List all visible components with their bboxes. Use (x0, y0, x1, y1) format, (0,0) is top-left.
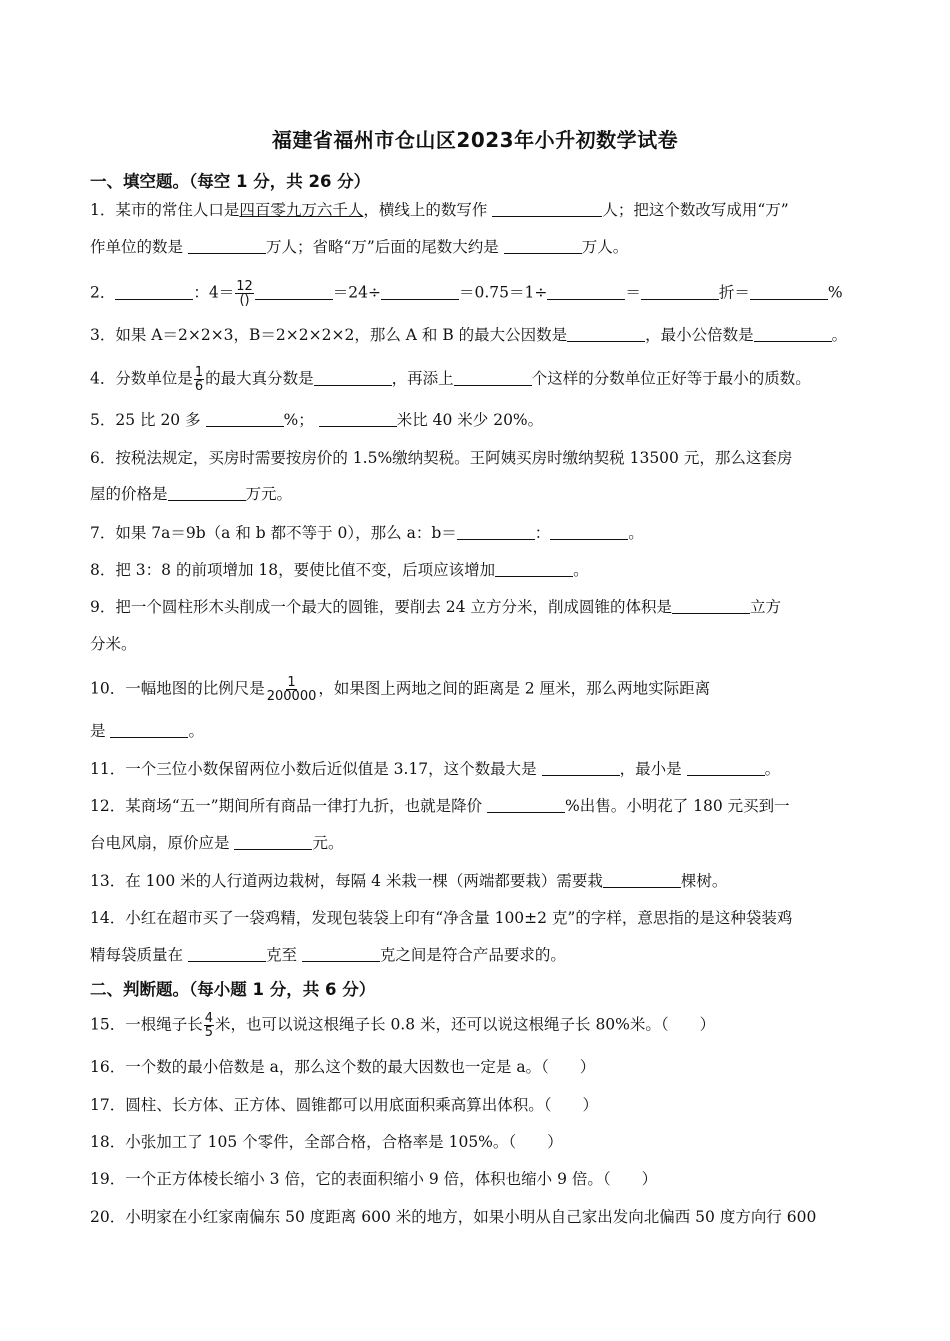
question-1-cont: 作单位的数是 万人；省略“万”后面的尾数大约是 万人。 (90, 238, 629, 256)
answer-blank[interactable] (504, 238, 582, 254)
fraction: $\frac{1}{200000}$ (266, 675, 317, 704)
answer-blank[interactable] (550, 524, 628, 540)
question-11: 11．一个三位小数保留两位小数后近似值是 3.17，这个数最大是 ，最小是 。 (90, 760, 781, 778)
question-12-cont: 台电风扇，原价应是 元。 (90, 834, 344, 852)
question-9: 9．把一个圆柱形木头削成一个最大的圆锥，要削去 24 立方分米，削成圆锥的体积是 立方 (90, 598, 781, 616)
answer-blank[interactable] (672, 598, 750, 614)
question-16: 16．一个数的最小倍数是 a，那么这个数的最大因数也一定是 a。（ ） (90, 1058, 596, 1076)
answer-blank[interactable] (319, 411, 397, 427)
question-10: 10．一幅地图的比例尺是 $\frac{1}{200000}$ ，如果图上两地之间的距离是 2 厘米，那么两地实际距离 (90, 675, 711, 704)
question-20: 20．小明家在小红家南偏东 50 度距离 600 米的地方，如果小明从自己家出发向北偏西 50 度方向行 600 (90, 1208, 817, 1226)
fraction: $\frac{4}{5}$ (204, 1011, 214, 1040)
underlined-text: 四百零九万六千人 (239, 201, 364, 219)
answer-blank[interactable] (487, 797, 565, 813)
answer-blank[interactable] (603, 872, 681, 888)
question-2: 2． ：4＝ $\frac{12}{()}$ ＝24÷ ＝0.75＝1÷ ＝ 折＝ % (90, 279, 843, 308)
question-9-cont: 分米。 (90, 635, 137, 653)
answer-blank[interactable] (234, 834, 312, 850)
question-6: 6．按税法规定，买房时需要按房价的 1.5%缴纳契税。王阿姨买房时缴纳契税 13500 元，那么这套房 (90, 449, 793, 467)
answer-blank[interactable] (457, 524, 535, 540)
question-15: 15．一根绳子长 $\frac{4}{5}$ 米，也可以说这根绳子长 0.8 米，还可以说这根绳子长 80%米。（ ） (90, 1011, 716, 1040)
question-6-cont: 屋的价格是 万元。 (90, 485, 293, 503)
answer-blank[interactable] (168, 485, 246, 501)
question-12: 12．某商场“五一”期间所有商品一律打九折，也就是降价 %出售。小明花了 180 元买到一 (90, 797, 790, 815)
question-8: 8．把 3：8 的前项增加 18，要使比值不变，后项应该增加 。 (90, 561, 589, 579)
answer-blank[interactable] (754, 326, 832, 342)
answer-blank[interactable] (495, 561, 573, 577)
section-heading-fill-blank: 一、填空题。（每空 1 分，共 26 分） (90, 172, 371, 191)
question-19: 19．一个正方体棱长缩小 3 倍，它的表面积缩小 9 倍，体积也缩小 9 倍。（ ） (90, 1170, 658, 1188)
fraction: $\frac{1}{6}$ (194, 365, 204, 394)
answer-blank[interactable] (687, 760, 765, 776)
answer-blank[interactable] (255, 284, 333, 300)
answer-blank[interactable] (115, 284, 193, 300)
answer-blank[interactable] (567, 326, 645, 342)
page-title: 福建省福州市仓山区2023年小升初数学试卷 (271, 128, 679, 152)
question-7: 7．如果 7a＝9b（a 和 b 都不等于 0），那么 a：b＝ ： 。 (90, 524, 644, 542)
answer-blank[interactable] (454, 370, 532, 386)
question-1: 1．某市的常住人口是四百零九万六千人，横线上的数写作 人；把这个数改写成用“万” (90, 201, 789, 219)
question-5: 5．25 比 20 多 %； 米比 40 米少 20%。 (90, 411, 544, 429)
answer-blank[interactable] (542, 760, 620, 776)
answer-blank[interactable] (381, 284, 459, 300)
question-14-cont: 精每袋质量在 克至 克之间是符合产品要求的。 (90, 946, 566, 964)
answer-blank[interactable] (314, 370, 392, 386)
answer-blank[interactable] (547, 284, 625, 300)
question-18: 18．小张加工了 105 个零件，全部合格，合格率是 105%。（ ） (90, 1133, 563, 1151)
answer-blank[interactable] (750, 284, 828, 300)
answer-blank[interactable] (206, 411, 284, 427)
question-3: 3．如果 A＝2×2×3，B＝2×2×2×2，那么 A 和 B 的最大公因数是 ，最小公倍数是 。 (90, 326, 848, 344)
answer-blank[interactable] (302, 946, 380, 962)
answer-blank[interactable] (188, 946, 266, 962)
question-10-cont: 是 。 (90, 722, 204, 740)
question-4: 4．分数单位是 $\frac{1}{6}$ 的最大真分数是 ，再添上 个这样的分数单位正好等于最小的质数。 (90, 365, 811, 394)
answer-blank[interactable] (188, 238, 266, 254)
section-heading-true-false: 二、判断题。（每小题 1 分，共 6 分） (90, 980, 376, 999)
fraction: $\frac{12}{()}$ (236, 279, 253, 308)
answer-blank[interactable] (641, 284, 719, 300)
answer-blank[interactable] (110, 722, 188, 738)
answer-blank[interactable] (492, 201, 602, 217)
question-13: 13．在 100 米的人行道两边栽树，每隔 4 米栽一棵（两端都要栽）需要栽 棵树。 (90, 872, 728, 890)
question-17: 17．圆柱、长方体、正方体、圆锥都可以用底面积乘高算出体积。（ ） (90, 1096, 598, 1114)
question-14: 14．小红在超市买了一袋鸡精，发现包装袋上印有“净含量 100±2 克”的字样，意思指的是这种袋装鸡 (90, 909, 793, 927)
